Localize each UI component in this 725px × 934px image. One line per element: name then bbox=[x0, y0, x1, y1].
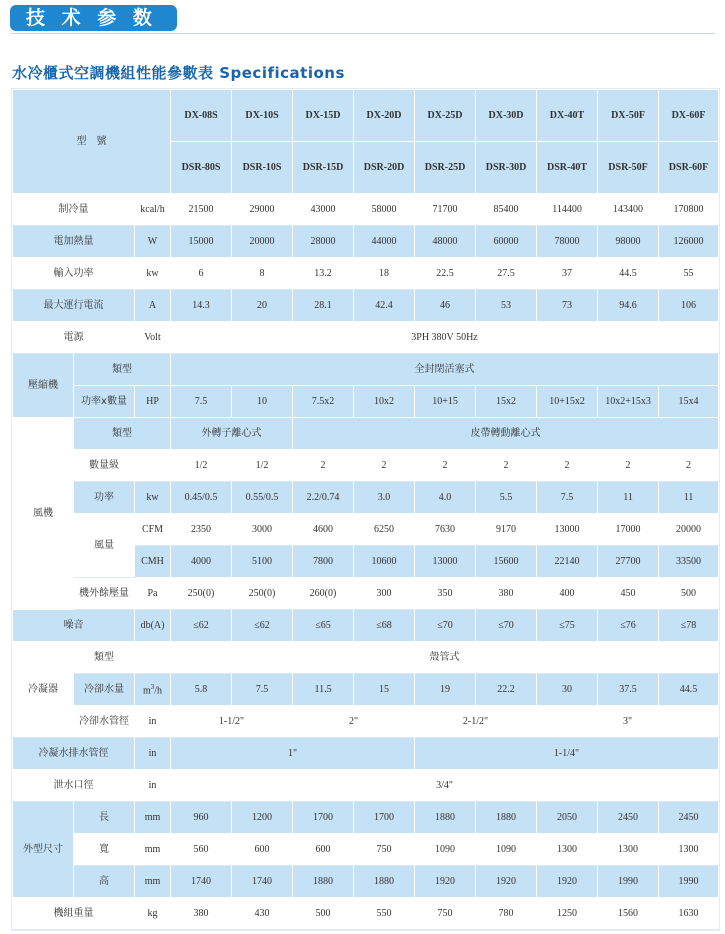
model-dx: DX-40T bbox=[537, 90, 598, 142]
noise-value: ≤65 bbox=[293, 610, 354, 642]
condenser-water-unit bbox=[135, 674, 171, 706]
fan-esp-value: 380 bbox=[476, 578, 537, 610]
condenser-type-value: 殼管式 bbox=[171, 642, 719, 674]
heating-value: 15000 bbox=[171, 226, 232, 258]
fan-esp-unit: Pa bbox=[135, 578, 171, 610]
fan-qty-value: 2 bbox=[476, 450, 537, 482]
model-dsr: DSR-80S bbox=[171, 142, 232, 194]
input-power-label: 輸入功率 bbox=[13, 258, 135, 290]
input-power-value: 27.5 bbox=[476, 258, 537, 290]
length-value: 1200 bbox=[232, 802, 293, 834]
fan-qty-value: 2 bbox=[293, 450, 354, 482]
fan-cfm-value: 17000 bbox=[598, 514, 659, 546]
noise-unit: db(A) bbox=[135, 610, 171, 642]
height-value: 1990 bbox=[659, 866, 719, 898]
fan-esp-label: 機外餘壓量 bbox=[74, 578, 135, 610]
compressor-power-value: 10+15 bbox=[415, 386, 476, 418]
compressor-label: 壓縮機 bbox=[13, 354, 74, 418]
max-current-value: 42.4 bbox=[354, 290, 415, 322]
banner-divider bbox=[10, 33, 715, 34]
fan-cmh-value: 4000 bbox=[171, 546, 232, 578]
condenser-water-unit-base: m bbox=[142, 685, 151, 697]
fan-cmh-value: 27700 bbox=[598, 546, 659, 578]
specifications-table bbox=[12, 89, 719, 930]
length-value: 1880 bbox=[476, 802, 537, 834]
weight-value: 550 bbox=[354, 898, 415, 930]
condenser-pipe-value: 2-1/2" bbox=[415, 706, 537, 738]
heating-value: 20000 bbox=[232, 226, 293, 258]
fan-power-value: 0.55/0.5 bbox=[232, 482, 293, 514]
condenser-water-value: 5.8 bbox=[171, 674, 232, 706]
fan-cmh-value: 13000 bbox=[415, 546, 476, 578]
compressor-power-row bbox=[13, 386, 719, 418]
height-value: 1920 bbox=[537, 866, 598, 898]
model-dx: DX-50F bbox=[598, 90, 659, 142]
length-unit: mm bbox=[135, 802, 171, 834]
noise-value: ≤62 bbox=[171, 610, 232, 642]
fan-cfm-value: 7630 bbox=[415, 514, 476, 546]
fan-qty-unit bbox=[135, 450, 171, 482]
condenser-water-unit-sup: 3 bbox=[150, 683, 155, 692]
heating-label: 電加熱量 bbox=[13, 226, 135, 258]
power-supply-label: 電源 bbox=[13, 322, 135, 354]
input-power-value: 37 bbox=[537, 258, 598, 290]
fan-power-value: 3.0 bbox=[354, 482, 415, 514]
length-value: 960 bbox=[171, 802, 232, 834]
weight-value: 380 bbox=[171, 898, 232, 930]
fan-cmh-value: 5100 bbox=[232, 546, 293, 578]
weight-row bbox=[13, 898, 719, 930]
length-value: 2450 bbox=[659, 802, 719, 834]
compressor-power-value: 15x4 bbox=[659, 386, 719, 418]
condenser-water-row bbox=[13, 674, 719, 706]
fan-qty-value: 1/2 bbox=[232, 450, 293, 482]
weight-unit: kg bbox=[135, 898, 171, 930]
width-value: 600 bbox=[293, 834, 354, 866]
input-power-value: 44.5 bbox=[598, 258, 659, 290]
cooling-unit: kcal/h bbox=[135, 194, 171, 226]
fan-cmh-value: 7800 bbox=[293, 546, 354, 578]
weight-value: 500 bbox=[293, 898, 354, 930]
model-dsr: DSR-15D bbox=[293, 142, 354, 194]
compressor-type-row bbox=[13, 354, 719, 386]
height-value: 1880 bbox=[354, 866, 415, 898]
max-current-unit: A bbox=[135, 290, 171, 322]
compressor-power-value: 7.5 bbox=[171, 386, 232, 418]
fan-power-unit: kw bbox=[135, 482, 171, 514]
fan-cfm-value: 6250 bbox=[354, 514, 415, 546]
fan-power-value: 4.0 bbox=[415, 482, 476, 514]
fan-type-label: 類型 bbox=[74, 418, 171, 450]
fan-esp-value: 500 bbox=[659, 578, 719, 610]
weight-value: 780 bbox=[476, 898, 537, 930]
dimension-height-row bbox=[13, 866, 719, 898]
compressor-power-value: 10x2+15x3 bbox=[598, 386, 659, 418]
fan-cmh-unit: CMH bbox=[135, 546, 171, 578]
width-value: 1300 bbox=[598, 834, 659, 866]
heating-value: 126000 bbox=[659, 226, 719, 258]
fan-esp-value: 350 bbox=[415, 578, 476, 610]
noise-value: ≤62 bbox=[232, 610, 293, 642]
model-dsr: DSR-50F bbox=[598, 142, 659, 194]
heating-value: 28000 bbox=[293, 226, 354, 258]
fan-type-row bbox=[13, 418, 719, 450]
input-power-row bbox=[13, 258, 719, 290]
height-value: 1920 bbox=[415, 866, 476, 898]
fan-cmh-value: 15600 bbox=[476, 546, 537, 578]
fan-power-value: 5.5 bbox=[476, 482, 537, 514]
width-value: 600 bbox=[232, 834, 293, 866]
heating-value: 48000 bbox=[415, 226, 476, 258]
weight-value: 1630 bbox=[659, 898, 719, 930]
input-power-value: 22.5 bbox=[415, 258, 476, 290]
height-value: 1740 bbox=[232, 866, 293, 898]
condenser-water-value: 11.5 bbox=[293, 674, 354, 706]
max-current-value: 53 bbox=[476, 290, 537, 322]
fan-cfm-unit: CFM bbox=[135, 514, 171, 546]
input-power-unit: kw bbox=[135, 258, 171, 290]
length-value: 2050 bbox=[537, 802, 598, 834]
input-power-value: 8 bbox=[232, 258, 293, 290]
max-current-value: 94.6 bbox=[598, 290, 659, 322]
max-current-value: 73 bbox=[537, 290, 598, 322]
fan-esp-value: 450 bbox=[598, 578, 659, 610]
condenser-water-value: 44.5 bbox=[659, 674, 719, 706]
compressor-type-label: 類型 bbox=[74, 354, 171, 386]
model-dsr: DSR-10S bbox=[232, 142, 293, 194]
condenser-water-value: 19 bbox=[415, 674, 476, 706]
compressor-power-value: 7.5x2 bbox=[293, 386, 354, 418]
fan-power-value: 7.5 bbox=[537, 482, 598, 514]
fan-esp-value: 400 bbox=[537, 578, 598, 610]
height-value: 1880 bbox=[293, 866, 354, 898]
fan-qty-value: 1/2 bbox=[171, 450, 232, 482]
model-dsr: DSR-25D bbox=[415, 142, 476, 194]
width-unit: mm bbox=[135, 834, 171, 866]
fan-cfm-value: 4600 bbox=[293, 514, 354, 546]
weight-label: 機組重量 bbox=[13, 898, 135, 930]
cooling-value: 114400 bbox=[537, 194, 598, 226]
fan-esp-value: 260(0) bbox=[293, 578, 354, 610]
weight-value: 1250 bbox=[537, 898, 598, 930]
cooling-value: 143400 bbox=[598, 194, 659, 226]
heating-value: 98000 bbox=[598, 226, 659, 258]
fan-power-value: 2.2/0.74 bbox=[293, 482, 354, 514]
cooling-value: 29000 bbox=[232, 194, 293, 226]
heating-row bbox=[13, 226, 719, 258]
length-value: 1700 bbox=[293, 802, 354, 834]
power-supply-value: 3PH 380V 50Hz bbox=[171, 322, 719, 354]
model-dx: DX-08S bbox=[171, 90, 232, 142]
cooling-value: 71700 bbox=[415, 194, 476, 226]
dimension-width-row bbox=[13, 834, 719, 866]
fan-power-value: 0.45/0.5 bbox=[171, 482, 232, 514]
height-value: 1740 bbox=[171, 866, 232, 898]
width-value: 750 bbox=[354, 834, 415, 866]
model-dsr: DSR-20D bbox=[354, 142, 415, 194]
heating-value: 78000 bbox=[537, 226, 598, 258]
cooling-value: 170800 bbox=[659, 194, 719, 226]
weight-value: 750 bbox=[415, 898, 476, 930]
condenser-type-row bbox=[13, 642, 719, 674]
height-value: 1920 bbox=[476, 866, 537, 898]
height-unit: mm bbox=[135, 866, 171, 898]
heating-value: 44000 bbox=[354, 226, 415, 258]
cooling-label: 制冷量 bbox=[13, 194, 135, 226]
noise-value: ≤70 bbox=[415, 610, 476, 642]
dimensions-label: 外型尺寸 bbox=[13, 802, 74, 898]
condenser-water-unit-tail: /h bbox=[154, 685, 163, 697]
drain-pipe-unit: in bbox=[135, 738, 171, 770]
length-label: 長 bbox=[74, 802, 135, 834]
max-current-value: 46 bbox=[415, 290, 476, 322]
fan-esp-value: 250(0) bbox=[171, 578, 232, 610]
width-label: 寬 bbox=[74, 834, 135, 866]
model-dsr: DSR-30D bbox=[476, 142, 537, 194]
fan-cmh-value: 33500 bbox=[659, 546, 719, 578]
drain-pipe-value: 1" bbox=[171, 738, 415, 770]
noise-label: 噪音 bbox=[13, 610, 135, 642]
drain-outlet-label: 泄水口徑 bbox=[13, 770, 135, 802]
compressor-type-value: 全封閉活塞式 bbox=[171, 354, 719, 386]
fan-esp-row bbox=[13, 578, 719, 610]
section-title-banner: 技 术 参 数 bbox=[10, 5, 177, 31]
condenser-label: 冷凝器 bbox=[13, 642, 74, 738]
max-current-row bbox=[13, 290, 719, 322]
length-value: 1880 bbox=[415, 802, 476, 834]
drain-pipe-row bbox=[13, 738, 719, 770]
condenser-water-value: 22.2 bbox=[476, 674, 537, 706]
max-current-value: 20 bbox=[232, 290, 293, 322]
compressor-power-value: 10x2 bbox=[354, 386, 415, 418]
condenser-water-value: 7.5 bbox=[232, 674, 293, 706]
condenser-pipe-value: 1-1/2" bbox=[171, 706, 293, 738]
input-power-value: 13.2 bbox=[293, 258, 354, 290]
compressor-power-label: 功率x數量 bbox=[74, 386, 135, 418]
length-value: 2450 bbox=[598, 802, 659, 834]
model-header-label: 型 號 bbox=[13, 90, 171, 194]
fan-cfm-value: 3000 bbox=[232, 514, 293, 546]
cooling-row bbox=[13, 194, 719, 226]
fan-qty-label: 數量級 bbox=[74, 450, 135, 482]
drain-pipe-value: 1-1/4" bbox=[415, 738, 719, 770]
width-value: 1090 bbox=[476, 834, 537, 866]
condenser-water-value: 15 bbox=[354, 674, 415, 706]
heating-unit: W bbox=[135, 226, 171, 258]
model-dx-row bbox=[13, 90, 719, 142]
model-dx: DX-30D bbox=[476, 90, 537, 142]
input-power-value: 18 bbox=[354, 258, 415, 290]
fan-cfm-value: 9170 bbox=[476, 514, 537, 546]
height-value: 1990 bbox=[598, 866, 659, 898]
condenser-pipe-value: 2" bbox=[293, 706, 415, 738]
fan-qty-row bbox=[13, 450, 719, 482]
fan-cfm-value: 20000 bbox=[659, 514, 719, 546]
cooling-value: 43000 bbox=[293, 194, 354, 226]
power-supply-row bbox=[13, 322, 719, 354]
noise-value: ≤70 bbox=[476, 610, 537, 642]
heating-value: 60000 bbox=[476, 226, 537, 258]
input-power-value: 6 bbox=[171, 258, 232, 290]
noise-row bbox=[13, 610, 719, 642]
fan-power-row bbox=[13, 482, 719, 514]
fan-cfm-value: 2350 bbox=[171, 514, 232, 546]
height-label: 高 bbox=[74, 866, 135, 898]
compressor-power-value: 10+15x2 bbox=[537, 386, 598, 418]
model-dx: DX-10S bbox=[232, 90, 293, 142]
weight-value: 430 bbox=[232, 898, 293, 930]
condenser-pipe-label: 冷卻水管徑 bbox=[74, 706, 135, 738]
model-dx: DX-25D bbox=[415, 90, 476, 142]
fan-qty-value: 2 bbox=[354, 450, 415, 482]
width-value: 560 bbox=[171, 834, 232, 866]
fan-airflow-label: 風量 bbox=[74, 514, 135, 578]
model-dx: DX-60F bbox=[659, 90, 719, 142]
compressor-power-value: 10 bbox=[232, 386, 293, 418]
width-value: 1300 bbox=[537, 834, 598, 866]
fan-label: 風機 bbox=[13, 418, 74, 610]
cooling-value: 58000 bbox=[354, 194, 415, 226]
condenser-pipe-row bbox=[13, 706, 719, 738]
max-current-value: 14.3 bbox=[171, 290, 232, 322]
max-current-value: 106 bbox=[659, 290, 719, 322]
input-power-value: 55 bbox=[659, 258, 719, 290]
table-subtitle: 水冷櫃式空調機組性能參數表 Specifications bbox=[12, 64, 345, 82]
drain-outlet-value: 3/4" bbox=[171, 770, 719, 802]
model-dsr: DSR-40T bbox=[537, 142, 598, 194]
noise-value: ≤76 bbox=[598, 610, 659, 642]
condenser-type-unit bbox=[135, 642, 171, 674]
model-dx: DX-20D bbox=[354, 90, 415, 142]
fan-cmh-value: 10600 bbox=[354, 546, 415, 578]
condenser-water-label: 冷卻水量 bbox=[74, 674, 135, 706]
noise-value: ≤78 bbox=[659, 610, 719, 642]
model-dsr: DSR-60F bbox=[659, 142, 719, 194]
compressor-power-value: 15x2 bbox=[476, 386, 537, 418]
fan-qty-value: 2 bbox=[537, 450, 598, 482]
condenser-pipe-value: 3" bbox=[537, 706, 719, 738]
fan-power-value: 11 bbox=[598, 482, 659, 514]
weight-value: 1560 bbox=[598, 898, 659, 930]
fan-qty-value: 2 bbox=[415, 450, 476, 482]
fan-power-value: 11 bbox=[659, 482, 719, 514]
condenser-type-label: 類型 bbox=[74, 642, 135, 674]
fan-qty-value: 2 bbox=[659, 450, 719, 482]
drain-pipe-label: 冷凝水排水管徑 bbox=[13, 738, 135, 770]
dimension-length-row bbox=[13, 802, 719, 834]
width-value: 1090 bbox=[415, 834, 476, 866]
fan-cfm-row bbox=[13, 514, 719, 546]
model-dx: DX-15D bbox=[293, 90, 354, 142]
compressor-power-unit: HP bbox=[135, 386, 171, 418]
width-value: 1300 bbox=[659, 834, 719, 866]
fan-cfm-value: 13000 bbox=[537, 514, 598, 546]
fan-type-belt-driven: 皮帶轉動離心式 bbox=[293, 418, 719, 450]
max-current-value: 28.1 bbox=[293, 290, 354, 322]
cooling-value: 85400 bbox=[476, 194, 537, 226]
condenser-water-value: 30 bbox=[537, 674, 598, 706]
noise-value: ≤75 bbox=[537, 610, 598, 642]
drain-outlet-row bbox=[13, 770, 719, 802]
length-value: 1700 bbox=[354, 802, 415, 834]
max-current-label: 最大運行電流 bbox=[13, 290, 135, 322]
fan-cmh-value: 22140 bbox=[537, 546, 598, 578]
power-supply-unit: Volt bbox=[135, 322, 171, 354]
fan-esp-value: 300 bbox=[354, 578, 415, 610]
fan-type-outer-rotor: 外轉子離心式 bbox=[171, 418, 293, 450]
cooling-value: 21500 bbox=[171, 194, 232, 226]
drain-outlet-unit: in bbox=[135, 770, 171, 802]
fan-qty-value: 2 bbox=[598, 450, 659, 482]
condenser-water-value: 37.5 bbox=[598, 674, 659, 706]
fan-esp-value: 250(0) bbox=[232, 578, 293, 610]
fan-power-label: 功率 bbox=[74, 482, 135, 514]
condenser-pipe-unit: in bbox=[135, 706, 171, 738]
noise-value: ≤68 bbox=[354, 610, 415, 642]
